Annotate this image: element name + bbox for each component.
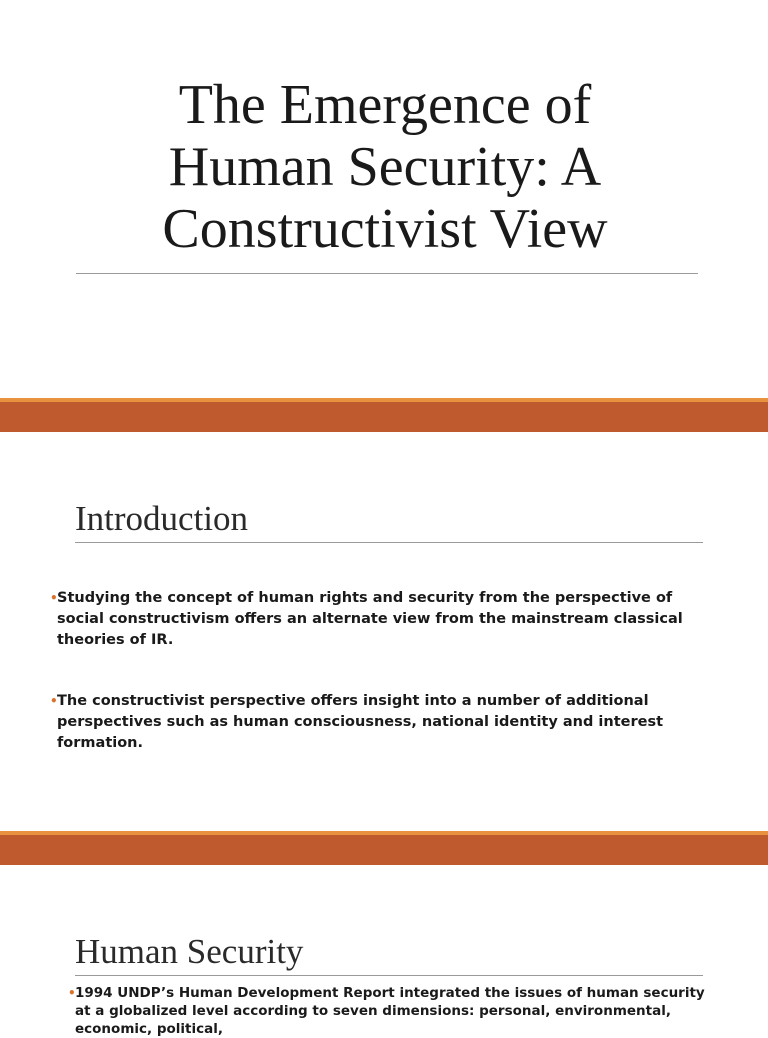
section-heading: Human Security [75, 932, 304, 971]
bullet-text: The constructivist perspective offers insight into a number of additional perspectives such as human consciousness, national identity and interest formation. [57, 693, 664, 751]
bullet-icon: • [50, 591, 58, 605]
heading-divider [75, 542, 703, 543]
bullet-list [68, 984, 708, 1038]
bullet-icon: • [50, 694, 58, 708]
title-slide [0, 0, 768, 398]
title-divider [76, 273, 698, 274]
heading-divider [75, 975, 703, 976]
list-item [50, 691, 710, 754]
list-item [68, 984, 708, 1038]
introduction-slide [0, 432, 768, 830]
bullet-list [50, 588, 710, 754]
slide-separator-band [0, 398, 768, 432]
title-line: The Emergence of [178, 74, 592, 136]
bullet-text: Studying the concept of human rights and security from the perspective of social constructivism offers an alternate view from the mainstream classical theories of IR. [57, 590, 683, 648]
title-line: Human Security: A [168, 136, 602, 198]
human-security-slide [0, 865, 768, 1037]
bullet-icon: • [68, 986, 76, 1000]
title-line: Constructivist View [162, 198, 608, 260]
list-item [50, 588, 710, 651]
bullet-text: 1994 UNDP’s Human Development Report integrated the issues of human security at a globalized level according to seven dimensions: personal, environmental, economic, political, [75, 985, 705, 1037]
section-heading: Introduction [75, 499, 249, 538]
slide-separator-band [0, 831, 768, 865]
presentation-title [40, 74, 730, 260]
